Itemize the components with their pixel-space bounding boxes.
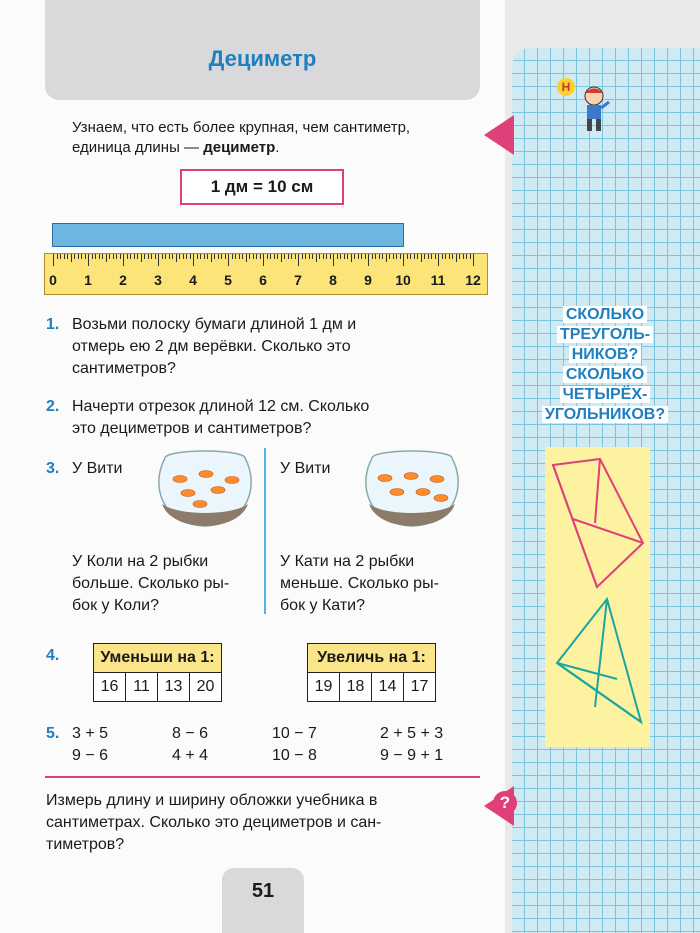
ruler-minor-tick (179, 254, 180, 259)
ruler-minor-tick (190, 254, 191, 259)
ruler-minor-tick (99, 254, 100, 259)
ruler-minor-tick (288, 254, 289, 259)
ruler-minor-tick (78, 254, 79, 259)
intro-line-2 (72, 137, 279, 159)
ruler-minor-tick (57, 254, 58, 259)
ruler-minor-tick (74, 254, 75, 259)
ruler-minor-tick (221, 254, 222, 259)
ruler-minor-tick (291, 254, 292, 259)
fishbowl-right-icon (355, 446, 469, 528)
ruler-minor-tick (207, 254, 208, 259)
ruler-label: 9 (364, 272, 372, 288)
ruler-minor-tick (225, 254, 226, 259)
ruler-major-tick (368, 254, 369, 266)
ruler-minor-tick (81, 254, 82, 259)
task-3-right-line-2: меньше. Сколько ры- (280, 575, 439, 592)
ruler-label: 2 (119, 272, 127, 288)
ruler-minor-tick (435, 254, 436, 259)
increase-cell: 19 (308, 673, 340, 702)
task-3-left-top: У Вити (72, 460, 123, 477)
decrease-table (93, 643, 222, 702)
ruler-minor-tick (302, 254, 303, 259)
ruler-minor-tick (260, 254, 261, 259)
ruler-minor-tick (319, 254, 320, 259)
formula-box: 1 дм = 10 см (180, 169, 344, 205)
ruler-minor-tick (183, 254, 184, 259)
task-3-right-top: У Вити (280, 460, 331, 477)
ruler-minor-tick (284, 254, 285, 259)
ruler-minor-tick (200, 254, 201, 259)
ruler-label: 5 (224, 272, 232, 288)
increase-cell: 17 (404, 673, 436, 702)
ruler-minor-tick (162, 254, 163, 259)
ruler-major-tick (438, 254, 439, 266)
expression: 9 − 6 (72, 747, 109, 764)
bottom-task-line-2: сантиметрах. Сколько это дециметров и сан- (46, 814, 382, 831)
task-5-number: 5. (46, 725, 60, 742)
ruler-minor-tick (137, 254, 138, 259)
task-2-line-1: Начерти отрезок длиной 12 см. Сколько (72, 398, 370, 415)
ruler-major-tick (228, 254, 229, 266)
ruler-major-tick (193, 254, 194, 266)
ruler-minor-tick (312, 254, 313, 259)
ruler-minor-tick (431, 254, 432, 259)
ruler-minor-tick (120, 254, 121, 259)
ruler-minor-tick (389, 254, 390, 259)
ruler-minor-tick (113, 254, 114, 259)
ruler-minor-tick (400, 254, 401, 259)
ruler-minor-tick (148, 254, 149, 259)
side-question-line: ТРЕУГОЛЬ- (557, 326, 653, 343)
ruler-minor-tick (372, 254, 373, 259)
ruler-minor-tick (71, 254, 72, 262)
ruler-minor-tick (239, 254, 240, 259)
task-1-line-3: сантиметров? (72, 360, 176, 377)
ruler-label: 6 (259, 272, 267, 288)
fishbowl-left-icon (148, 446, 262, 528)
ruler-minor-tick (267, 254, 268, 259)
ruler-minor-tick (459, 254, 460, 259)
increase-table-header: Увеличь на 1: (308, 644, 436, 673)
side-question-line: СКОЛЬКО (563, 306, 647, 323)
ruler-major-tick (333, 254, 334, 266)
ruler (44, 253, 488, 295)
new-badge-icon: Н (557, 78, 575, 96)
shapes-panel (545, 447, 650, 747)
side-question (520, 305, 690, 425)
task-4-number: 4. (46, 647, 60, 664)
ruler-minor-tick (309, 254, 310, 259)
new-topic-marker-icon (484, 115, 514, 155)
intro-period: . (275, 139, 280, 156)
ruler-minor-tick (393, 254, 394, 259)
ruler-minor-tick (466, 254, 467, 259)
expression: 9 − 9 + 1 (380, 747, 444, 764)
ruler-label: 8 (329, 272, 337, 288)
expression: 10 − 8 (272, 747, 317, 764)
ruler-minor-tick (424, 254, 425, 259)
ruler-minor-tick (417, 254, 418, 259)
ruler-minor-tick (449, 254, 450, 259)
ruler-minor-tick (95, 254, 96, 259)
ruler-minor-tick (456, 254, 457, 262)
intro-line-1: Узнаем, что есть более крупная, чем сантиметр, (72, 119, 411, 136)
ruler-minor-tick (375, 254, 376, 259)
ruler-minor-tick (232, 254, 233, 259)
ruler-minor-tick (358, 254, 359, 259)
ruler-minor-tick (169, 254, 170, 259)
ruler-minor-tick (211, 254, 212, 262)
ruler-minor-tick (249, 254, 250, 259)
task-1-line-2: отмерь ею 2 дм верёвки. Сколько это (72, 338, 351, 355)
task-3-divider (264, 448, 266, 614)
shapes-figure-icon (545, 447, 650, 747)
ruler-minor-tick (92, 254, 93, 259)
ruler-minor-tick (165, 254, 166, 259)
increase-table (307, 643, 436, 702)
ruler-minor-tick (337, 254, 338, 259)
ruler-minor-tick (330, 254, 331, 259)
task-1-number: 1. (46, 316, 60, 333)
decrease-cell: 13 (158, 673, 190, 702)
ruler-minor-tick (305, 254, 306, 259)
ruler-minor-tick (246, 254, 247, 262)
ruler-minor-tick (361, 254, 362, 259)
task-3-right-line-3: бок у Кати? (280, 597, 365, 614)
ruler-minor-tick (295, 254, 296, 259)
ruler-minor-tick (386, 254, 387, 262)
ruler-label: 3 (154, 272, 162, 288)
ruler-minor-tick (396, 254, 397, 259)
ruler-minor-tick (421, 254, 422, 262)
task-1-line-1: Возьми полоску бумаги длиной 1 дм и (72, 316, 357, 333)
ruler-minor-tick (470, 254, 471, 259)
ruler-minor-tick (428, 254, 429, 259)
decrease-cell: 11 (126, 673, 158, 702)
section-divider (45, 776, 480, 778)
ruler-minor-tick (116, 254, 117, 259)
ruler-minor-tick (106, 254, 107, 262)
ruler-minor-tick (410, 254, 411, 259)
ruler-minor-tick (344, 254, 345, 259)
ruler-minor-tick (127, 254, 128, 259)
intro-text: единица длины — (72, 139, 204, 156)
ruler-minor-tick (351, 254, 352, 262)
ruler-major-tick (298, 254, 299, 266)
ruler-minor-tick (64, 254, 65, 259)
ruler-minor-tick (452, 254, 453, 259)
ruler-major-tick (88, 254, 89, 266)
ruler-label: 4 (189, 272, 197, 288)
ruler-major-tick (403, 254, 404, 266)
header-box (45, 0, 480, 100)
ruler-minor-tick (130, 254, 131, 259)
ruler-minor-tick (151, 254, 152, 259)
ruler-label: 12 (465, 272, 481, 288)
ruler-minor-tick (235, 254, 236, 259)
decrease-table-header: Уменьши на 1: (94, 644, 222, 673)
side-question-line: УГОЛЬНИКОВ? (542, 406, 668, 423)
expression: 2 + 5 + 3 (380, 725, 444, 742)
page-title: Дециметр (208, 46, 317, 71)
ruler-minor-tick (442, 254, 443, 259)
side-question-line: НИКОВ? (569, 346, 642, 363)
ruler-minor-tick (463, 254, 464, 259)
ruler-minor-tick (253, 254, 254, 259)
ruler-minor-tick (214, 254, 215, 259)
ruler-minor-tick (102, 254, 103, 259)
ruler-minor-tick (141, 254, 142, 262)
ruler-minor-tick (109, 254, 110, 259)
ruler-minor-tick (354, 254, 355, 259)
increase-cell: 14 (372, 673, 404, 702)
ruler-label: 0 (49, 272, 57, 288)
ruler-minor-tick (382, 254, 383, 259)
task-3-number: 3. (46, 460, 60, 477)
decrease-cell: 16 (94, 673, 126, 702)
task-3-left-line-1: У Коли на 2 рыбки (72, 553, 209, 570)
bottom-task-line-3: тиметров? (46, 836, 125, 853)
ruler-minor-tick (242, 254, 243, 259)
ruler-minor-tick (316, 254, 317, 262)
bottom-task-line-1: Измерь длину и ширину обложки учебника в (46, 792, 378, 809)
page-number: 51 (222, 868, 304, 933)
ruler-minor-tick (445, 254, 446, 259)
ruler-minor-tick (218, 254, 219, 259)
boy-mascot-icon (578, 82, 612, 136)
question-badge-icon: ? (493, 791, 517, 815)
ruler-major-tick (158, 254, 159, 266)
ruler-minor-tick (186, 254, 187, 259)
ruler-major-tick (263, 254, 264, 266)
side-question-line: СКОЛЬКО (563, 366, 647, 383)
ruler-minor-tick (323, 254, 324, 259)
ruler-major-tick (53, 254, 54, 266)
ruler-minor-tick (144, 254, 145, 259)
ruler-minor-tick (414, 254, 415, 259)
ruler-minor-tick (365, 254, 366, 259)
ruler-major-tick (123, 254, 124, 266)
ruler-minor-tick (204, 254, 205, 259)
ruler-minor-tick (155, 254, 156, 259)
task-3-left-line-2: больше. Сколько ры- (72, 575, 230, 592)
ruler-minor-tick (326, 254, 327, 259)
expression: 10 − 7 (272, 725, 317, 742)
expression: 8 − 6 (172, 725, 209, 742)
task-3-right-line-1: У Кати на 2 рыбки (280, 553, 415, 570)
ruler-minor-tick (85, 254, 86, 259)
ruler-major-tick (473, 254, 474, 266)
paper-strip (52, 223, 404, 247)
ruler-minor-tick (281, 254, 282, 262)
ruler-minor-tick (379, 254, 380, 259)
ruler-minor-tick (60, 254, 61, 259)
task-3-left-line-3: бок у Коли? (72, 597, 159, 614)
expression: 3 + 5 (72, 725, 109, 742)
ruler-minor-tick (340, 254, 341, 259)
ruler-label: 7 (294, 272, 302, 288)
ruler-minor-tick (277, 254, 278, 259)
ruler-minor-tick (274, 254, 275, 259)
ruler-minor-tick (407, 254, 408, 259)
ruler-minor-tick (172, 254, 173, 259)
ruler-minor-tick (347, 254, 348, 259)
increase-cell: 18 (340, 673, 372, 702)
task-2-line-2: это дециметров и сантиметров? (72, 420, 312, 437)
decrease-cell: 20 (190, 673, 222, 702)
intro-term: дециметр (203, 139, 276, 156)
ruler-minor-tick (256, 254, 257, 259)
ruler-minor-tick (197, 254, 198, 259)
task-2-number: 2. (46, 398, 60, 415)
ruler-minor-tick (134, 254, 135, 259)
ruler-minor-tick (176, 254, 177, 262)
ruler-label: 10 (395, 272, 411, 288)
ruler-minor-tick (270, 254, 271, 259)
ruler-label: 11 (430, 272, 446, 288)
side-question-line: ЧЕТЫРЁХ- (560, 386, 651, 403)
expression: 4 + 4 (172, 747, 209, 764)
ruler-label: 1 (84, 272, 92, 288)
ruler-minor-tick (67, 254, 68, 259)
